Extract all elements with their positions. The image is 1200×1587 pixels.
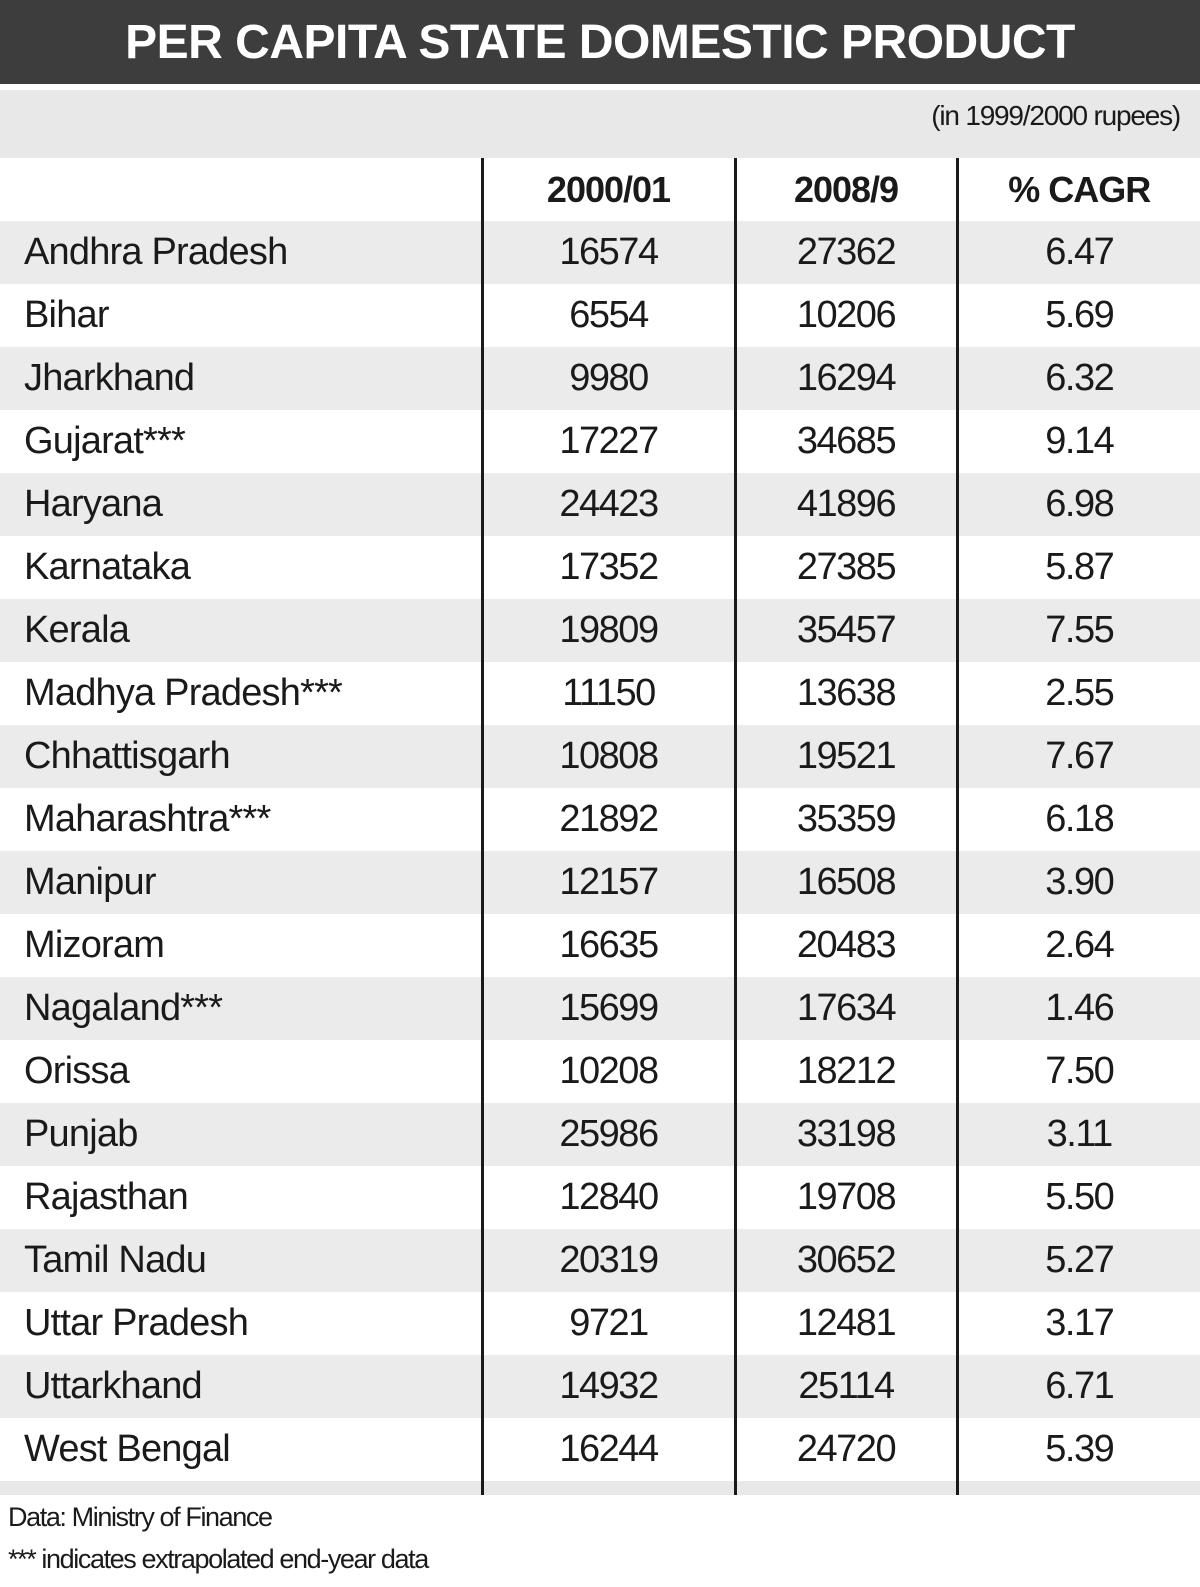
value-cagr: 6.47 [957, 221, 1200, 284]
table-row [0, 1292, 1200, 1355]
state-name: West Bengal [0, 1418, 482, 1481]
table-row [0, 1355, 1200, 1418]
value-cagr: 5.39 [957, 1418, 1200, 1481]
value-2008-9: 16294 [735, 347, 957, 410]
header-state [0, 158, 482, 221]
bottom-band-cell [0, 1481, 482, 1495]
state-name: Mizoram [0, 914, 482, 977]
table-row [0, 1418, 1200, 1481]
value-2008-9: 34685 [735, 410, 957, 473]
state-name: Punjab [0, 1103, 482, 1166]
value-cagr: 7.50 [957, 1040, 1200, 1103]
table-row [0, 347, 1200, 410]
state-name: Uttarkhand [0, 1355, 482, 1418]
bottom-band-cell [735, 1481, 957, 1495]
value-2008-9: 27385 [735, 536, 957, 599]
value-2000-01: 15699 [482, 977, 735, 1040]
value-2000-01: 17352 [482, 536, 735, 599]
value-2000-01: 12840 [482, 1166, 735, 1229]
value-cagr: 5.69 [957, 284, 1200, 347]
table-row [0, 221, 1200, 284]
value-2008-9: 16508 [735, 851, 957, 914]
header-cagr: % CAGR [957, 158, 1200, 221]
value-2000-01: 11150 [482, 662, 735, 725]
value-2008-9: 24720 [735, 1418, 957, 1481]
value-cagr: 3.11 [957, 1103, 1200, 1166]
state-name: Maharashtra*** [0, 788, 482, 851]
value-2008-9: 33198 [735, 1103, 957, 1166]
header-row [0, 158, 1200, 221]
value-2000-01: 16244 [482, 1418, 735, 1481]
table-row [0, 599, 1200, 662]
state-name: Haryana [0, 473, 482, 536]
value-2000-01: 9721 [482, 1292, 735, 1355]
value-2000-01: 12157 [482, 851, 735, 914]
state-name: Jharkhand [0, 347, 482, 410]
source-note: Data: Ministry of Finance [8, 1502, 272, 1532]
table-row [0, 662, 1200, 725]
value-2000-01: 20319 [482, 1229, 735, 1292]
table-row [0, 1229, 1200, 1292]
value-2008-9: 25114 [735, 1355, 957, 1418]
state-name: Orissa [0, 1040, 482, 1103]
table-row [0, 725, 1200, 788]
table-row [0, 851, 1200, 914]
value-2008-9: 10206 [735, 284, 957, 347]
chart-title: PER CAPITA STATE DOMESTIC PRODUCT [0, 0, 1200, 84]
state-name: Andhra Pradesh [0, 221, 482, 284]
value-cagr: 3.17 [957, 1292, 1200, 1355]
value-cagr: 5.50 [957, 1166, 1200, 1229]
value-2008-9: 27362 [735, 221, 957, 284]
value-2008-9: 19521 [735, 725, 957, 788]
table-row [0, 536, 1200, 599]
value-cagr: 1.46 [957, 977, 1200, 1040]
state-name: Kerala [0, 599, 482, 662]
value-2000-01: 9980 [482, 347, 735, 410]
state-name: Rajasthan [0, 1166, 482, 1229]
extrapolation-note: *** indicates extrapolated end-year data [8, 1544, 428, 1574]
value-2008-9: 17634 [735, 977, 957, 1040]
value-2000-01: 6554 [482, 284, 735, 347]
state-name: Uttar Pradesh [0, 1292, 482, 1355]
value-2008-9: 12481 [735, 1292, 957, 1355]
value-2008-9: 35359 [735, 788, 957, 851]
value-2000-01: 10808 [482, 725, 735, 788]
state-name: Gujarat*** [0, 410, 482, 473]
value-2000-01: 21892 [482, 788, 735, 851]
value-2000-01: 16574 [482, 221, 735, 284]
value-cagr: 7.55 [957, 599, 1200, 662]
header-2008-9: 2008/9 [735, 158, 957, 221]
table-row [0, 788, 1200, 851]
value-2000-01: 10208 [482, 1040, 735, 1103]
table-bottom-band [0, 1481, 1200, 1495]
table-row [0, 284, 1200, 347]
table-row [0, 410, 1200, 473]
value-2008-9: 18212 [735, 1040, 957, 1103]
state-name: Chhattisgarh [0, 725, 482, 788]
value-cagr: 9.14 [957, 410, 1200, 473]
state-name: Nagaland*** [0, 977, 482, 1040]
table-row [0, 1040, 1200, 1103]
state-name: Bihar [0, 284, 482, 347]
value-2000-01: 16635 [482, 914, 735, 977]
state-name: Manipur [0, 851, 482, 914]
table-row [0, 1166, 1200, 1229]
value-cagr: 5.87 [957, 536, 1200, 599]
value-2008-9: 20483 [735, 914, 957, 977]
value-cagr: 6.98 [957, 473, 1200, 536]
value-2000-01: 17227 [482, 410, 735, 473]
units-note: (in 1999/2000 rupees) [931, 100, 1180, 131]
value-cagr: 6.32 [957, 347, 1200, 410]
value-cagr: 2.64 [957, 914, 1200, 977]
data-table [0, 158, 1200, 1495]
value-2008-9: 41896 [735, 473, 957, 536]
value-2008-9: 30652 [735, 1229, 957, 1292]
value-2000-01: 25986 [482, 1103, 735, 1166]
table-row [0, 977, 1200, 1040]
value-cagr: 6.71 [957, 1355, 1200, 1418]
state-name: Madhya Pradesh*** [0, 662, 482, 725]
value-cagr: 6.18 [957, 788, 1200, 851]
table-row [0, 473, 1200, 536]
value-cagr: 2.55 [957, 662, 1200, 725]
state-name: Tamil Nadu [0, 1229, 482, 1292]
value-cagr: 7.67 [957, 725, 1200, 788]
header-2000-01: 2000/01 [482, 158, 735, 221]
value-2000-01: 19809 [482, 599, 735, 662]
bottom-band-cell [957, 1481, 1200, 1495]
value-2008-9: 19708 [735, 1166, 957, 1229]
value-2008-9: 13638 [735, 662, 957, 725]
value-2008-9: 35457 [735, 599, 957, 662]
table-row [0, 914, 1200, 977]
value-2000-01: 14932 [482, 1355, 735, 1418]
value-cagr: 5.27 [957, 1229, 1200, 1292]
state-name: Karnataka [0, 536, 482, 599]
bottom-band-cell [482, 1481, 735, 1495]
table-row [0, 1103, 1200, 1166]
value-2000-01: 24423 [482, 473, 735, 536]
value-cagr: 3.90 [957, 851, 1200, 914]
